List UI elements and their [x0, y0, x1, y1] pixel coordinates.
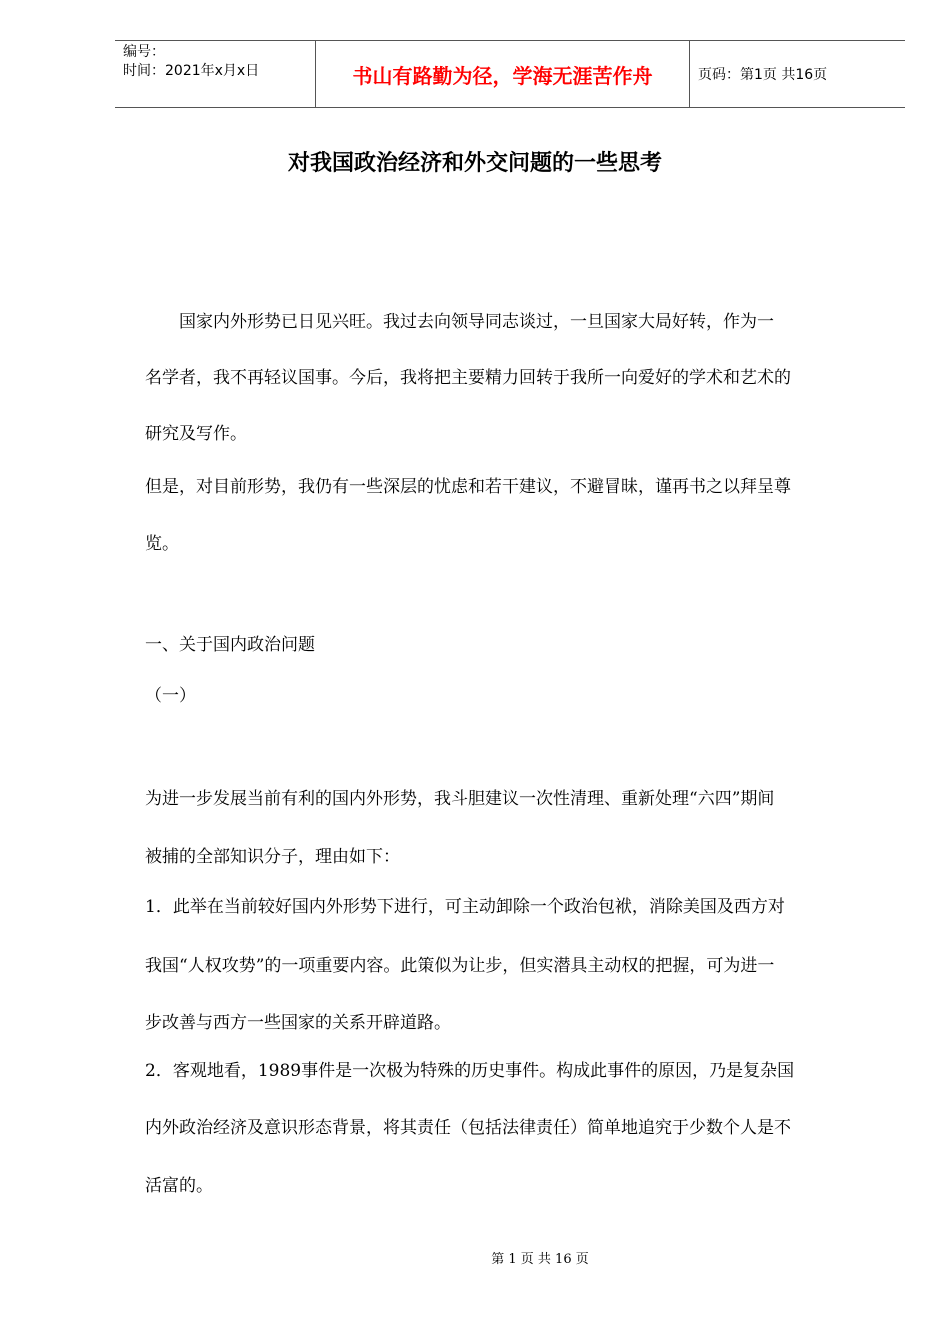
header-page-info: 页码：第1页 共16页 [698, 67, 828, 83]
text-line: 名学者，我不再轻议国事。今后，我将把主要精力回转于我所一向爱好的学术和艺术的 [145, 368, 791, 388]
subsection-heading: （一） [145, 686, 196, 706]
time-label: 时间：2021年x月x日 [123, 63, 260, 79]
page-header [115, 40, 905, 108]
number-label: 编号： [123, 44, 165, 60]
document-title: 对我国政治经济和外交问题的一些思考 [287, 151, 662, 176]
text-line: 内外政治经济及意识形态背景，将其责任（包括法律责任）简单地追究于少数个人是不 [145, 1118, 791, 1138]
text-line: 为进一步发展当前有利的国内外形势，我斗胆建议一次性清理、重新处理“六四”期间 [145, 789, 775, 809]
text-line: 国家内外形势已日见兴旺。我过去向领导同志谈过，一旦国家大局好转，作为一 [145, 312, 774, 332]
text-line: 但是，对目前形势，我仍有一些深层的忧虑和若干建议，不避冒昧，谨再书之以拜呈尊 [145, 477, 791, 497]
section-heading: 一、关于国内政治问题 [145, 635, 315, 655]
text-line: 研究及写作。 [145, 424, 247, 444]
page-footer: 第 1 页 共 16 页 [491, 1252, 589, 1267]
text-line: 被捕的全部知识分子，理由如下： [145, 847, 400, 867]
text-line: 1．此举在当前较好国内外形势下进行，可主动卸除一个政治包袱，消除美国及西方对 [145, 897, 785, 917]
text-line: 我国“人权攻势”的一项重要内容。此策似为让步，但实潜具主动权的把握，可为进一 [145, 956, 775, 976]
text-line: 活富的。 [145, 1176, 213, 1196]
text-line: 览。 [145, 534, 179, 554]
text-line: 2．客观地看，1989事件是一次极为特殊的历史事件。构成此事件的原因，乃是复杂国 [145, 1061, 795, 1081]
text-line: 步改善与西方一些国家的关系开辟道路。 [145, 1013, 451, 1033]
header-meta [115, 41, 315, 107]
header-motto: 书山有路勤为径，学海无涯苦作舟 [315, 41, 690, 107]
